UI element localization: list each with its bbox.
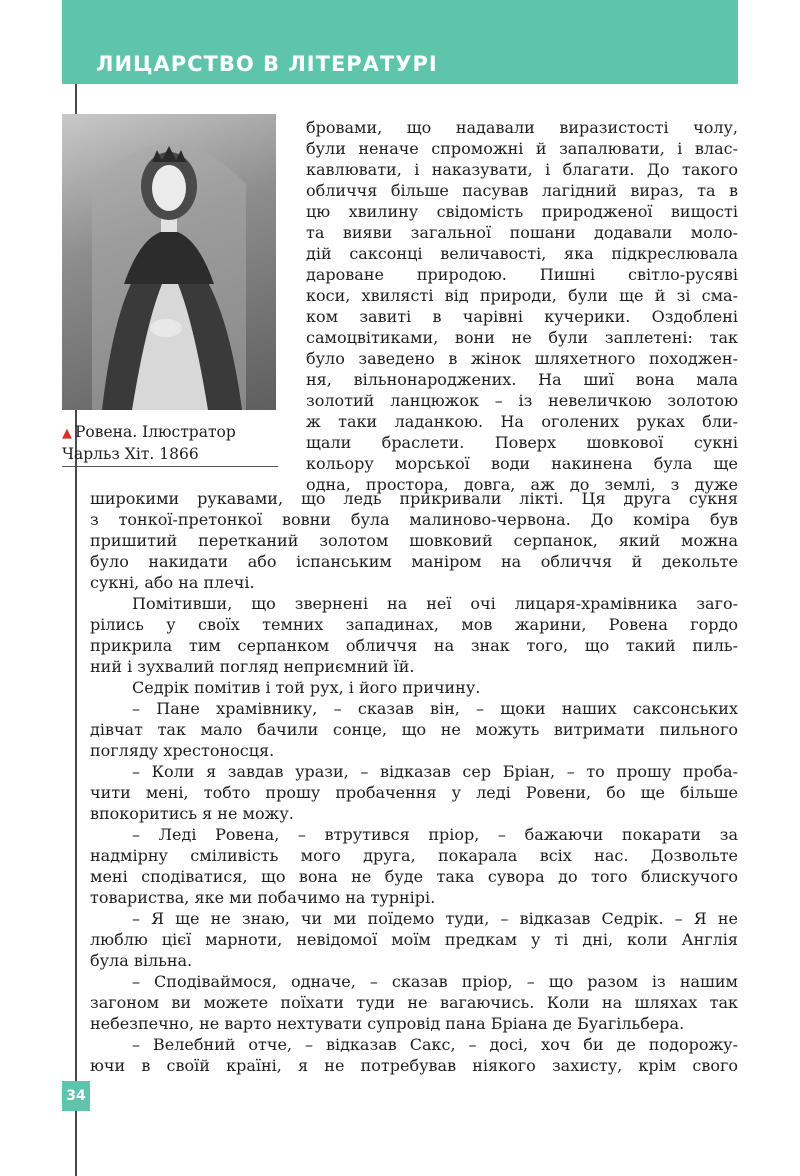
text-line: рілись у своїх темних западинах, мов жарини, Ровена гордо: [90, 615, 738, 634]
text-line: широкими рукавами, що ледь прикривали лікті. Ця друга сукня: [90, 489, 738, 508]
text-line: небезпечно, не варто нехтувати супровід пана Бріана де Буагільбера.: [90, 1014, 685, 1033]
caption-triangle-icon: ▲: [62, 426, 72, 441]
text-line: пришитий перетканий золотом шовковий серпанок, який можна: [90, 531, 738, 550]
text-line: впокоритись я не можу.: [90, 804, 294, 823]
text-line: погляду хрестоносця.: [90, 741, 275, 760]
text-line: ня, вільнонароджених. На шиї вона мала: [306, 370, 738, 389]
text-line: – Велебний отче, – відказав Сакс, – досі, хоч би де подорожу-: [132, 1035, 738, 1054]
caption-line-1: Ровена. Ілюстратор: [75, 423, 236, 441]
text-line: було заведено в жінок шляхетного походжен-: [306, 349, 738, 368]
text-line: ючи в своїй країні, я не потребував ніякого захисту, крім свого: [90, 1056, 738, 1075]
text-line: люблю цієї марноти, невідомої моїм предкам у ті дні, коли Англія: [90, 930, 738, 949]
text-line: самоцвітиками, вони не були заплетені: так: [306, 328, 738, 347]
text-line: обличчя більше пасував лагідний вираз, та в: [306, 181, 738, 200]
page-number: 34: [62, 1081, 90, 1111]
text-line: кавлювати, і наказувати, і благати. До такого: [306, 160, 738, 179]
text-line: загоном ви можете поїхати туди не вагаючись. Коли на шляхах так: [90, 993, 738, 1012]
text-line: коси, хвилясті від природи, були ще й зі сма-: [306, 286, 738, 305]
text-line: ком завиті в чарівні кучерики. Оздоблені: [306, 307, 738, 326]
chapter-header: [62, 0, 738, 84]
body-text-column: [306, 117, 738, 495]
text-line: прикрила тим серпанком обличчя на знак того, що такий пиль-: [90, 636, 738, 655]
rowena-illustration: [62, 114, 276, 410]
text-line: дівчат так мало бачили сонце, що не можуть витримати пильного: [90, 720, 738, 739]
text-line: було накидати або іспанським маніром на обличчя й декольте: [90, 552, 738, 571]
chapter-title: ЛИЦАРСТВО В ЛІТЕРАТУРІ: [96, 52, 438, 76]
text-line: одна, простора, довга, аж до землі, з дуже: [306, 475, 738, 494]
text-line: – Сподіваймося, одначе, – сказав пріор, – що разом із нашим: [132, 972, 738, 991]
text-line: – Коли я завдав урази, – відказав сер Бріан, – то прошу проба-: [132, 762, 738, 781]
text-line: товариства, яке ми побачимо на турнірі.: [90, 888, 436, 907]
text-line: золотий ланцюжок – із невеличкою золотою: [306, 391, 738, 410]
text-line: були неначе спроможні й запалювати, і влас-: [306, 139, 738, 158]
text-line: Помітивши, що звернені на неї очі лицаря-храмівника заго-: [132, 594, 738, 613]
text-line: – Леді Ровена, – втрутився пріор, – бажаючи покарати за: [132, 825, 738, 844]
text-line: кольору морської води накинена була ще: [306, 454, 738, 473]
text-line: Седрік помітив і той рух, і його причину.: [132, 678, 481, 697]
text-line: надмірну сміливість мого друга, покарала всіх нас. Дозвольте: [90, 846, 738, 865]
text-line: ний і зухвалий погляд неприємний їй.: [90, 657, 415, 676]
text-line: сукні, або на плечі.: [90, 573, 255, 592]
text-line: була вільна.: [90, 951, 193, 970]
illustration-caption: [62, 422, 272, 464]
text-line: мені сподіватися, що вона не буде така сувора до того блискучого: [90, 867, 738, 886]
text-line: – Я ще не знаю, чи ми поїдемо туди, – відказав Седрік. – Я не: [132, 909, 738, 928]
text-line: дій саксонці величавості, яка підкреслювала: [306, 244, 738, 263]
text-line: бровами, що надавали виразистості чолу,: [306, 118, 738, 137]
caption-line-2: Чарльз Хіт. 1866: [62, 445, 199, 463]
text-line: ж таки ладанкою. На оголених руках бли-: [306, 412, 738, 431]
text-line: – Пане храмівнику, – сказав він, – щоки наших саксонських: [132, 699, 738, 718]
body-text-full: [90, 488, 738, 1076]
text-line: щали браслети. Поверх шовкової сукні: [306, 433, 738, 452]
text-line: дароване природою. Пишні світло-русяві: [306, 265, 738, 284]
text-line: та вияви загальної пошани додавали моло-: [306, 223, 738, 242]
caption-divider: [62, 466, 278, 467]
text-line: цю хвилину свідомість природженої вищості: [306, 202, 738, 221]
text-line: з тонкої-претонкої вовни була малиново-червона. До коміра був: [90, 510, 738, 529]
text-line: чити мені, тобто прошу пробачення у леді Ровени, бо ще більше: [90, 783, 738, 802]
